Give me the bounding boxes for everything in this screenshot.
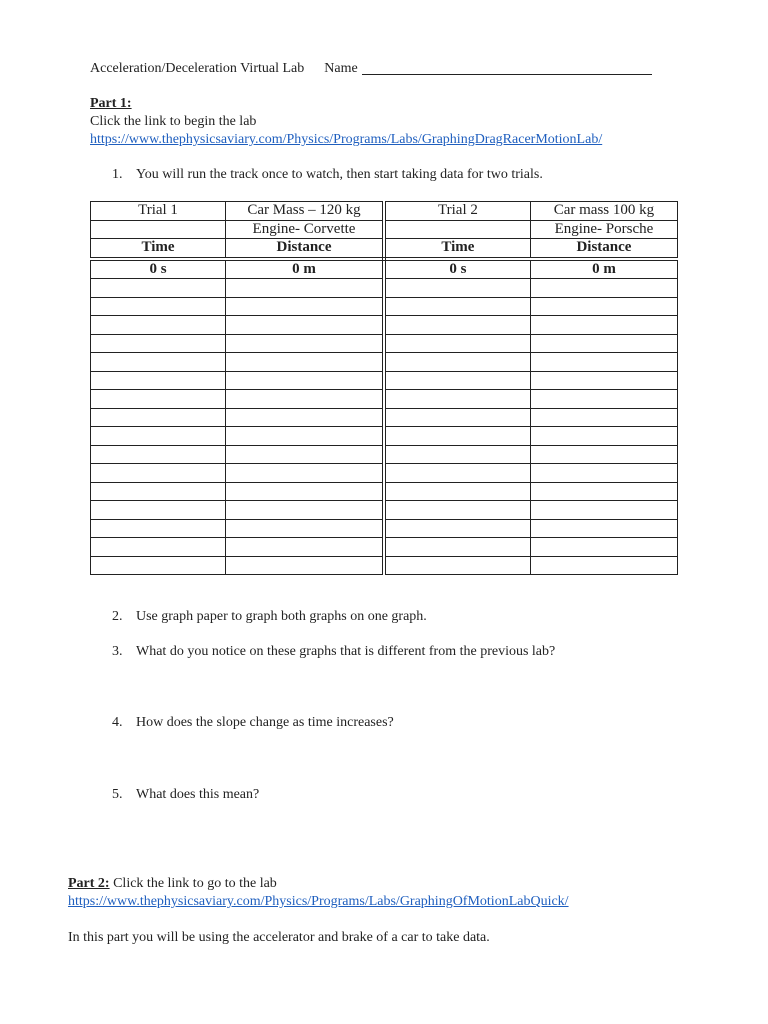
table-row (91, 464, 678, 483)
table-cell[interactable] (384, 371, 530, 390)
table-cell[interactable] (91, 482, 226, 501)
column-header-distance: Distance (226, 239, 384, 259)
table-cell[interactable] (530, 390, 677, 409)
table-cell[interactable] (226, 464, 384, 483)
table-row (91, 519, 678, 538)
table-cell[interactable]: 0 m (530, 259, 677, 279)
table-cell[interactable] (384, 334, 530, 353)
column-header-time: Time (91, 239, 226, 259)
data-table (90, 201, 678, 575)
table-cell[interactable] (384, 501, 530, 520)
table-cell[interactable] (384, 390, 530, 409)
column-header-distance: Distance (530, 239, 677, 259)
table-cell[interactable] (530, 556, 677, 575)
header-cell: Car Mass – 120 kg (226, 202, 384, 221)
table-cell[interactable] (530, 538, 677, 557)
table-cell[interactable] (91, 556, 226, 575)
table-cell[interactable] (91, 371, 226, 390)
table-cell[interactable] (530, 501, 677, 520)
table-cell[interactable]: 0 s (91, 259, 226, 279)
table-header-row-1 (91, 202, 678, 221)
table-cell[interactable] (91, 501, 226, 520)
table-cell[interactable] (530, 464, 677, 483)
table-cell[interactable] (226, 445, 384, 464)
table-cell[interactable] (384, 538, 530, 557)
question-text: How does the slope change as time increases? (136, 715, 394, 730)
table-cell[interactable] (91, 316, 226, 335)
table-row (91, 279, 678, 298)
table-cell[interactable] (226, 519, 384, 538)
table-cell[interactable] (384, 279, 530, 298)
part2-heading (68, 876, 277, 892)
table-cell[interactable] (226, 538, 384, 557)
table-cell[interactable] (226, 482, 384, 501)
table-cell[interactable] (384, 445, 530, 464)
header-cell: Engine- Porsche (530, 220, 677, 239)
question-1 (112, 167, 543, 183)
question-text: What do you notice on these graphs that is different from the previous lab? (136, 644, 556, 659)
table-cell[interactable] (384, 427, 530, 446)
name-blank[interactable] (362, 60, 652, 75)
header-cell (384, 220, 530, 239)
table-cell[interactable] (91, 353, 226, 372)
table-cell[interactable] (530, 427, 677, 446)
table-cell[interactable]: 0 m (226, 259, 384, 279)
table-row (91, 259, 678, 279)
table-cell[interactable] (384, 464, 530, 483)
part1-heading: Part 1: (90, 96, 132, 111)
table-cell[interactable] (384, 482, 530, 501)
question-4 (112, 715, 394, 731)
table-cell[interactable] (91, 445, 226, 464)
table-cell[interactable] (384, 519, 530, 538)
part2-label: Part 2: (68, 876, 110, 891)
table-cell[interactable] (91, 464, 226, 483)
table-cell[interactable] (91, 390, 226, 409)
table-cell[interactable] (226, 279, 384, 298)
header-cell: Trial 1 (91, 202, 226, 221)
table-cell[interactable] (226, 334, 384, 353)
question-2 (112, 609, 427, 625)
table-cell[interactable] (226, 353, 384, 372)
table-cell[interactable] (530, 334, 677, 353)
part2-description: In this part you will be using the accelerator and brake of a car to take data. (68, 930, 490, 945)
question-number: 5. (112, 787, 123, 802)
header-cell: Engine- Corvette (226, 220, 384, 239)
table-cell[interactable] (530, 353, 677, 372)
table-header-row-2 (91, 220, 678, 239)
table-cell[interactable] (226, 316, 384, 335)
table-cell[interactable] (91, 427, 226, 446)
table-row (91, 408, 678, 427)
question-number: 4. (112, 715, 123, 730)
name-label: Name (324, 61, 358, 76)
table-cell[interactable] (226, 408, 384, 427)
table-cell[interactable] (530, 371, 677, 390)
table-row (91, 538, 678, 557)
question-3 (112, 644, 555, 660)
table-cell[interactable] (91, 279, 226, 298)
table-cell[interactable] (384, 408, 530, 427)
table-header-row-3 (91, 239, 678, 259)
table-cell[interactable] (226, 501, 384, 520)
table-cell[interactable] (226, 297, 384, 316)
table-cell[interactable] (91, 297, 226, 316)
table-cell[interactable] (226, 556, 384, 575)
table-cell[interactable] (384, 353, 530, 372)
table-cell[interactable] (91, 538, 226, 557)
question-number: 3. (112, 644, 123, 659)
question-5 (112, 787, 259, 803)
table-row (91, 501, 678, 520)
table-cell[interactable] (530, 297, 677, 316)
table-cell[interactable] (226, 371, 384, 390)
column-header-time: Time (384, 239, 530, 259)
part1-lab-link[interactable]: https://www.thephysicsaviary.com/Physics/Programs/Labs/GraphingDragRacerMotionLab/ (90, 132, 603, 147)
table-cell[interactable] (384, 297, 530, 316)
table-cell[interactable] (530, 279, 677, 298)
table-cell[interactable] (91, 519, 226, 538)
question-number: 1. (112, 167, 123, 182)
table-row (91, 482, 678, 501)
table-row (91, 445, 678, 464)
table-cell[interactable] (530, 316, 677, 335)
question-text: You will run the track once to watch, then start taking data for two trials. (136, 167, 543, 182)
table-cell[interactable] (91, 408, 226, 427)
table-cell[interactable] (226, 390, 384, 409)
table-row (91, 556, 678, 575)
table-row (91, 297, 678, 316)
document-header (90, 60, 652, 77)
question-text: What does this mean? (136, 787, 260, 802)
table-row (91, 316, 678, 335)
question-number: 2. (112, 609, 123, 624)
header-cell: Car mass 100 kg (530, 202, 677, 221)
table-cell[interactable] (384, 316, 530, 335)
table-row (91, 371, 678, 390)
part1-instruction: Click the link to begin the lab (90, 114, 257, 129)
table-row (91, 427, 678, 446)
table-cell[interactable] (530, 445, 677, 464)
table-cell[interactable] (384, 556, 530, 575)
question-text: Use graph paper to graph both graphs on one graph. (136, 609, 427, 624)
table-cell[interactable] (530, 408, 677, 427)
part2-instruction: Click the link to go to the lab (109, 876, 277, 891)
table-cell[interactable] (226, 427, 384, 446)
lab-title: Acceleration/Deceleration Virtual Lab (90, 61, 305, 76)
header-cell (91, 220, 226, 239)
table-row (91, 390, 678, 409)
header-cell: Trial 2 (384, 202, 530, 221)
table-cell[interactable] (530, 519, 677, 538)
table-row (91, 353, 678, 372)
table-cell[interactable]: 0 s (384, 259, 530, 279)
table-cell[interactable] (91, 334, 226, 353)
table-cell[interactable] (530, 482, 677, 501)
part2-lab-link[interactable]: https://www.thephysicsaviary.com/Physics/Programs/Labs/GraphingOfMotionLabQuick/ (68, 894, 569, 909)
table-row (91, 334, 678, 353)
